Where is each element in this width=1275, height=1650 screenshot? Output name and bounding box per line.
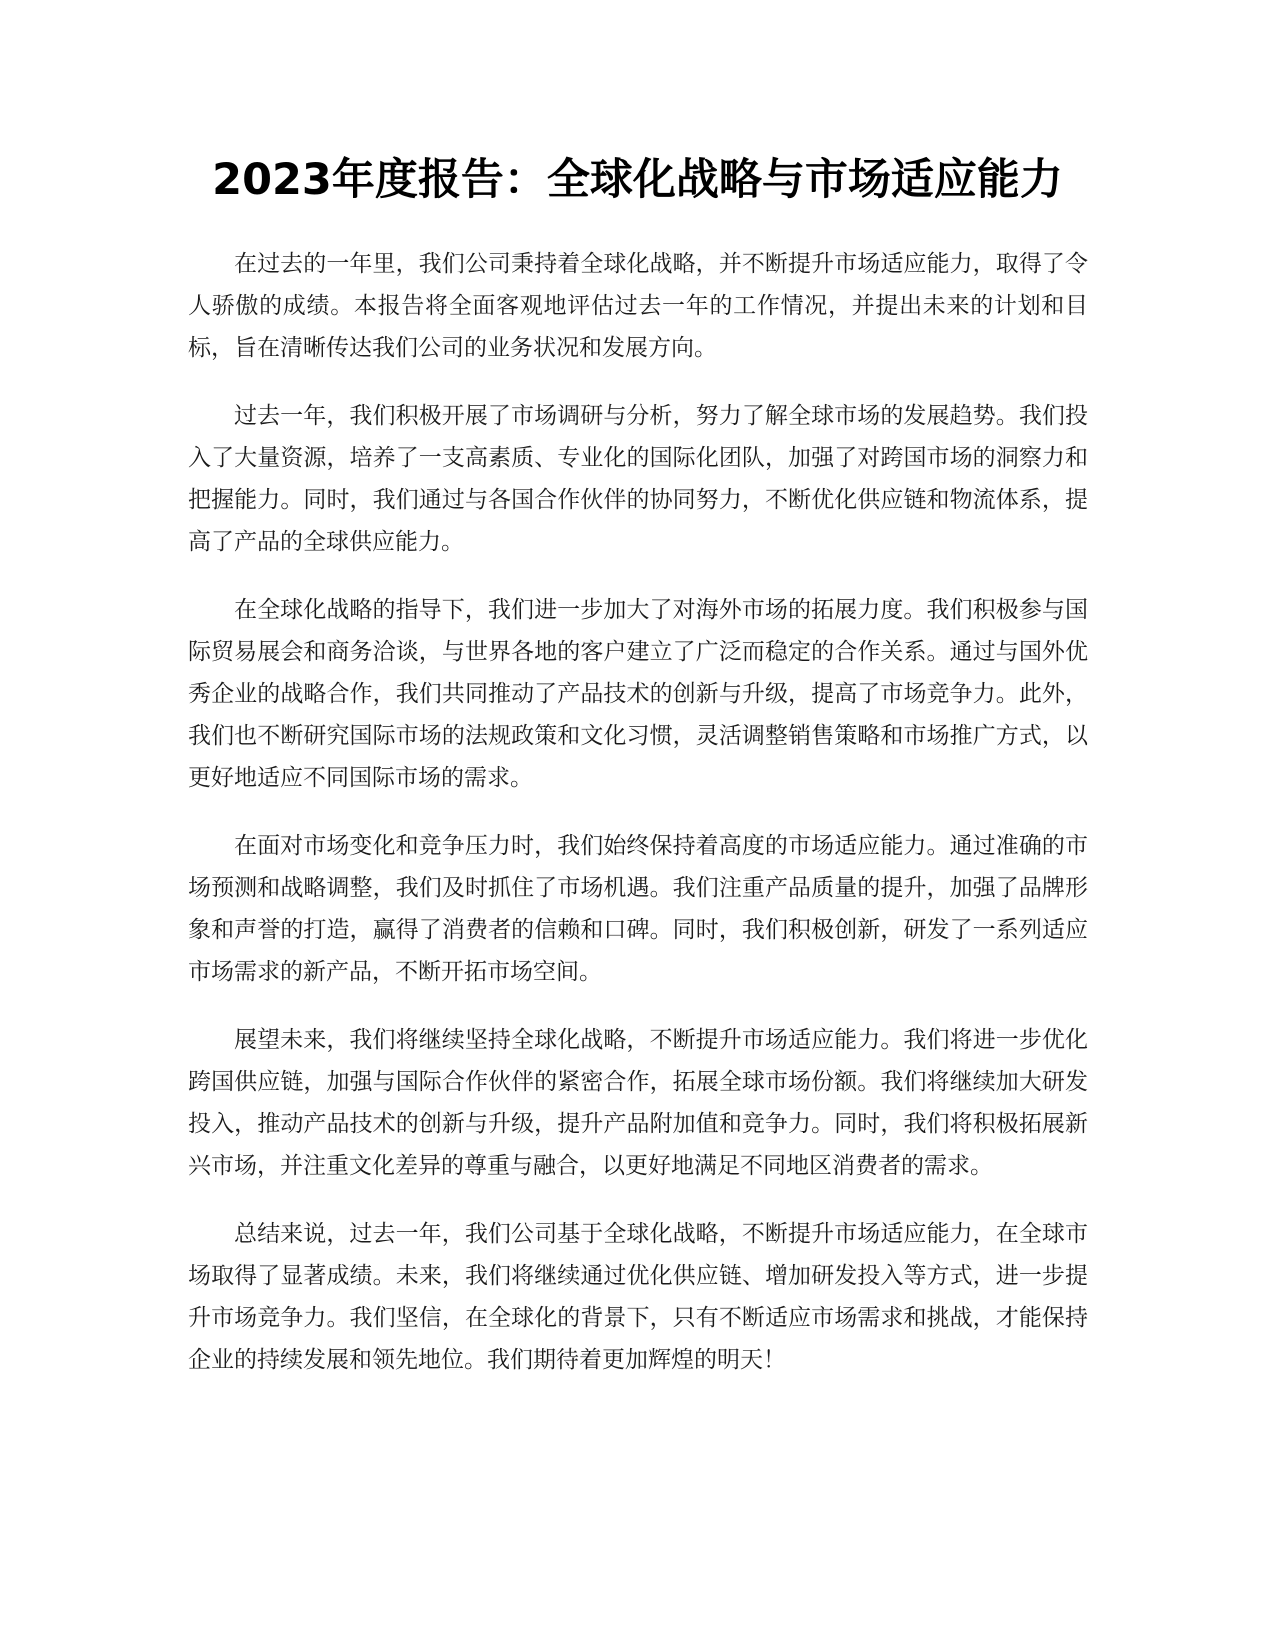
paragraph-market-research: 过去一年，我们积极开展了市场调研与分析，努力了解全球市场的发展趋势。我们投入了大量资源，培养了一支高素质、专业化的国际化团队，加强了对跨国市场的洞察力和把握能力。同时，我们通过与各国合作伙伴的协同努力，不断优化供应链和物流体系，提高了产品的全球供应能力。	[188, 403, 1088, 555]
paragraph-conclusion: 总结来说，过去一年，我们公司基于全球化战略，不断提升市场适应能力，在全球市场取得了显著成绩。未来，我们将继续通过优化供应链、增加研发投入等方式，进一步提升市场竞争力。我们坚信，在全球化的背景下，只有不断适应市场需求和挑战，才能保持企业的持续发展和领先地位。我们期待着更加辉煌的明天！	[188, 1221, 1088, 1373]
paragraph-market-adaptation: 在面对市场变化和竞争压力时，我们始终保持着高度的市场适应能力。通过准确的市场预测和战略调整，我们及时抓住了市场机遇。我们注重产品质量的提升，加强了品牌形象和声誉的打造，赢得了消费者的信赖和口碑。同时，我们积极创新，研发了一系列适应市场需求的新产品，不断开拓市场空间。	[188, 833, 1088, 985]
document-title: 2023年度报告：全球化战略与市场适应能力	[212, 155, 1063, 205]
document-body	[188, 243, 1088, 1407]
paragraph-outlook: 展望未来，我们将继续坚持全球化战略，不断提升市场适应能力。我们将进一步优化跨国供应链，加强与国际合作伙伴的紧密合作，拓展全球市场份额。我们将继续加大研发投入，推动产品技术的创新与升级，提升产品附加值和竞争力。同时，我们将积极拓展新兴市场，并注重文化差异的尊重与融合，以更好地满足不同地区消费者的需求。	[188, 1027, 1088, 1179]
paragraph-intro: 在过去的一年里，我们公司秉持着全球化战略，并不断提升市场适应能力，取得了令人骄傲的成绩。本报告将全面客观地评估过去一年的工作情况，并提出未来的计划和目标，旨在清晰传达我们公司的业务状况和发展方向。	[188, 251, 1088, 361]
paragraph-overseas-expansion: 在全球化战略的指导下，我们进一步加大了对海外市场的拓展力度。我们积极参与国际贸易展会和商务洽谈，与世界各地的客户建立了广泛而稳定的合作关系。通过与国外优秀企业的战略合作，我们共同推动了产品技术的创新与升级，提高了市场竞争力。此外，我们也不断研究国际市场的法规政策和文化习惯，灵活调整销售策略和市场推广方式，以更好地适应不同国际市场的需求。	[188, 597, 1088, 791]
